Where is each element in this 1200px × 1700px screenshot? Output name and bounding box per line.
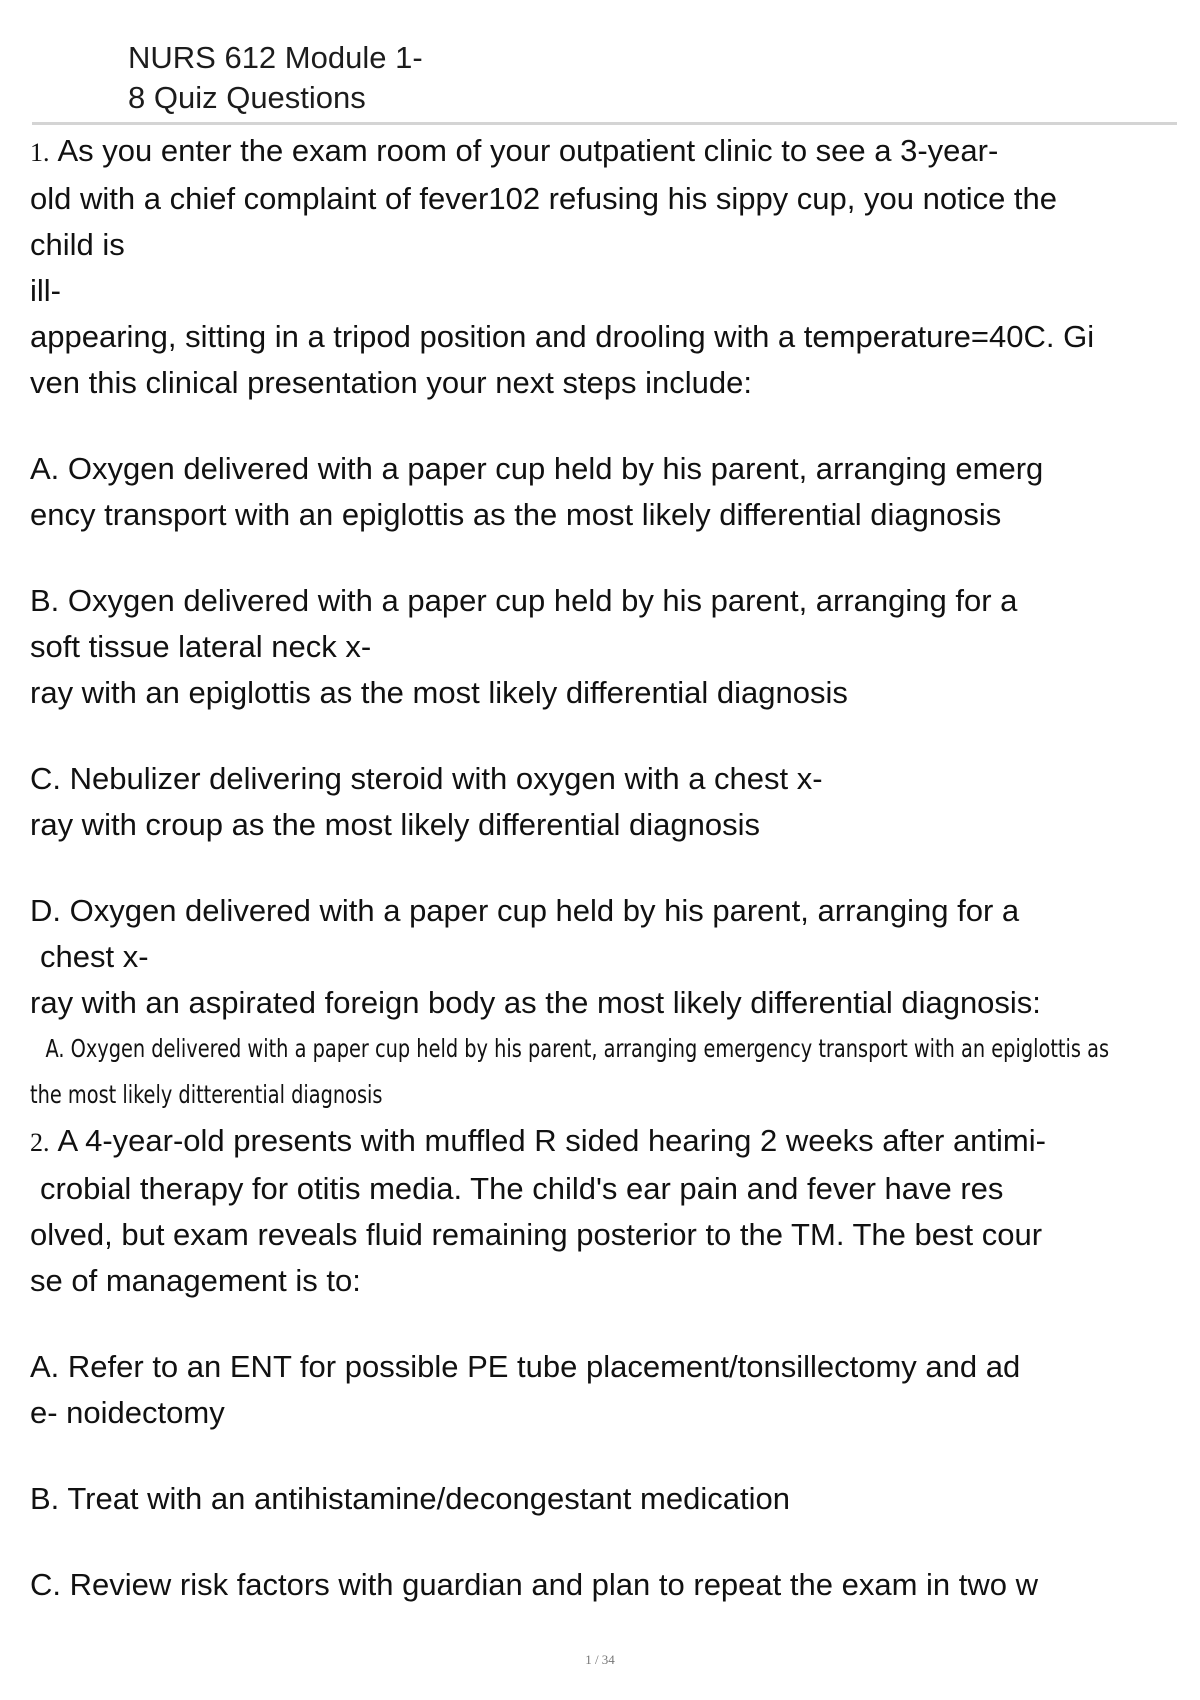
question-stem-line: old with a chief complaint of fever102 refusing his sippy cup, you notice the	[30, 181, 1058, 216]
option-c: C. Review risk factors with guardian and plan to repeat the exam in two w	[30, 1567, 1038, 1602]
header-divider	[32, 122, 1177, 125]
question-stem-line: se of management is to:	[30, 1263, 361, 1298]
question-number: 1.	[30, 138, 50, 167]
title-line-1: NURS 612 Module 1-	[128, 40, 423, 75]
question-stem-line: child is	[30, 227, 125, 262]
question-stem-line: crobial therapy for otitis media. The child's ear pain and fever have res	[40, 1171, 1004, 1206]
question-stem-line: ill-	[30, 273, 61, 308]
question-stem-line: As you enter the exam room of your outpatient clinic to see a 3-year-	[57, 133, 999, 168]
question-stem-line: ven this clinical presentation your next steps include:	[30, 365, 753, 400]
question-stem-line: A 4-year-old presents with muffled R sided hearing 2 weeks after antimi-	[57, 1123, 1046, 1158]
question-stem-line: olved, but exam reveals fluid remaining posterior to the TM. The best cour	[30, 1217, 1043, 1252]
page-number: 1 / 34	[585, 1652, 615, 1667]
quiz-content	[30, 128, 1190, 1608]
question-1	[30, 128, 1190, 1118]
document-title	[128, 38, 423, 118]
question-2	[30, 1118, 1190, 1608]
title-line-2: 8 Quiz Questions	[128, 80, 366, 115]
answer-key: A. Oxygen delivered with a paper cup held by his parent, arranging emergency transport with an epiglottis as the most likely ditterential diagnosis	[30, 1034, 1110, 1109]
option-b: B. Treat with an antihistamine/decongestant medication	[30, 1481, 790, 1516]
option-a: A. Oxygen delivered with a paper cup held by his parent, arranging emerg ency transport with an epiglottis as the most likely differential diagnosis	[30, 451, 1044, 532]
question-stem-line: appearing, sitting in a tripod position and drooling with a temperature=40C. Gi	[30, 319, 1095, 354]
option-c: C. Nebulizer delivering steroid with oxygen with a chest x- ray with croup as the most likely differential diagnosis	[30, 761, 823, 842]
option-d: D. Oxygen delivered with a paper cup held by his parent, arranging for a chest x- ray with an aspirated foreign body as the most likely differential diagnosis:	[30, 893, 1041, 1020]
option-a: A. Refer to an ENT for possible PE tube placement/tonsillectomy and ad e- noidectomy	[30, 1349, 1021, 1430]
question-number: 2.	[30, 1128, 50, 1157]
option-b: B. Oxygen delivered with a paper cup held by his parent, arranging for a soft tissue lateral neck x- ray with an epiglottis as the most likely differential diagnosis	[30, 583, 1018, 710]
